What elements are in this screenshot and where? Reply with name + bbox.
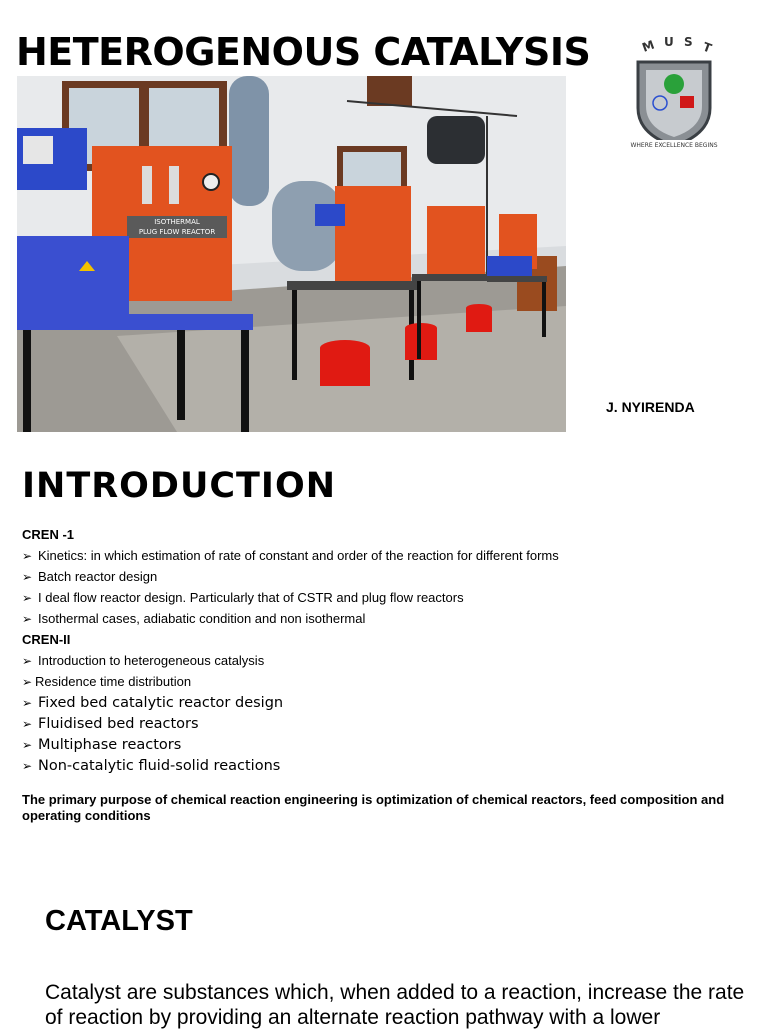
arrow-bullet-icon: ➢ xyxy=(22,590,33,605)
section-label-cren-2: CREN-II xyxy=(22,632,71,647)
list-item: ➢ Fluidised bed reactors xyxy=(22,715,199,732)
arrow-bullet-icon: ➢ xyxy=(22,758,33,773)
arrow-bullet-icon: ➢ xyxy=(22,548,33,563)
list-item: ➢ Isothermal cases, adiabatic condition and non isothermal xyxy=(22,611,366,626)
list-item: ➢ Fixed bed catalytic reactor design xyxy=(22,694,284,711)
list-item: ➢ Non-catalytic fluid-solid reactions xyxy=(22,757,281,774)
catalyst-definition: Catalyst are substances which, when added to a reaction, increase the rate of reaction by providing an alternate reaction pathway with a lower xyxy=(45,981,745,1029)
slide-title: HETEROGENOUS CATALYSIS xyxy=(16,30,591,74)
list-item: ➢ Residence time distribution xyxy=(22,674,192,689)
arrow-bullet-icon: ➢ xyxy=(22,674,33,689)
course-outline xyxy=(22,524,742,776)
svg-text:U: U xyxy=(664,36,674,49)
svg-text:M: M xyxy=(640,37,657,55)
author-name: J. NYIRENDA xyxy=(606,399,695,415)
section-label-cren-1: CREN -1 xyxy=(22,527,75,542)
arrow-bullet-icon: ➢ xyxy=(22,569,33,584)
list-item: ➢ Multiphase reactors xyxy=(22,736,182,753)
arrow-bullet-icon: ➢ xyxy=(22,653,33,668)
list-item: ➢ Batch reactor design xyxy=(22,569,158,584)
svg-text:T: T xyxy=(700,39,714,56)
svg-text:WHERE EXCELLENCE BEGINS: WHERE EXCELLENCE BEGINS xyxy=(630,142,718,149)
must-logo xyxy=(624,36,724,160)
arrow-bullet-icon: ➢ xyxy=(22,611,33,626)
arrow-bullet-icon: ➢ xyxy=(22,737,33,752)
introduction-heading: INTRODUCTION xyxy=(22,466,336,506)
lab-reactor-photo xyxy=(17,76,566,432)
list-item: ➢ Kinetics: in which estimation of rate of constant and order of the reaction for different forms xyxy=(22,548,559,563)
list-item: ➢ I deal flow reactor design. Particularly that of CSTR and plug flow reactors xyxy=(22,590,464,605)
arrow-bullet-icon: ➢ xyxy=(22,695,33,710)
purpose-statement: The primary purpose of chemical reaction engineering is optimization of chemical reactors, feed composition and operating conditions xyxy=(22,792,725,823)
arrow-bullet-icon: ➢ xyxy=(22,716,33,731)
list-item: ➢ Introduction to heterogeneous catalysis xyxy=(22,653,265,668)
svg-text:ISOTHERMAL: ISOTHERMAL xyxy=(154,218,200,226)
catalyst-heading: CATALYST xyxy=(45,905,193,937)
svg-text:S: S xyxy=(684,36,693,49)
svg-text:PLUG FLOW REACTOR: PLUG FLOW REACTOR xyxy=(138,228,216,236)
